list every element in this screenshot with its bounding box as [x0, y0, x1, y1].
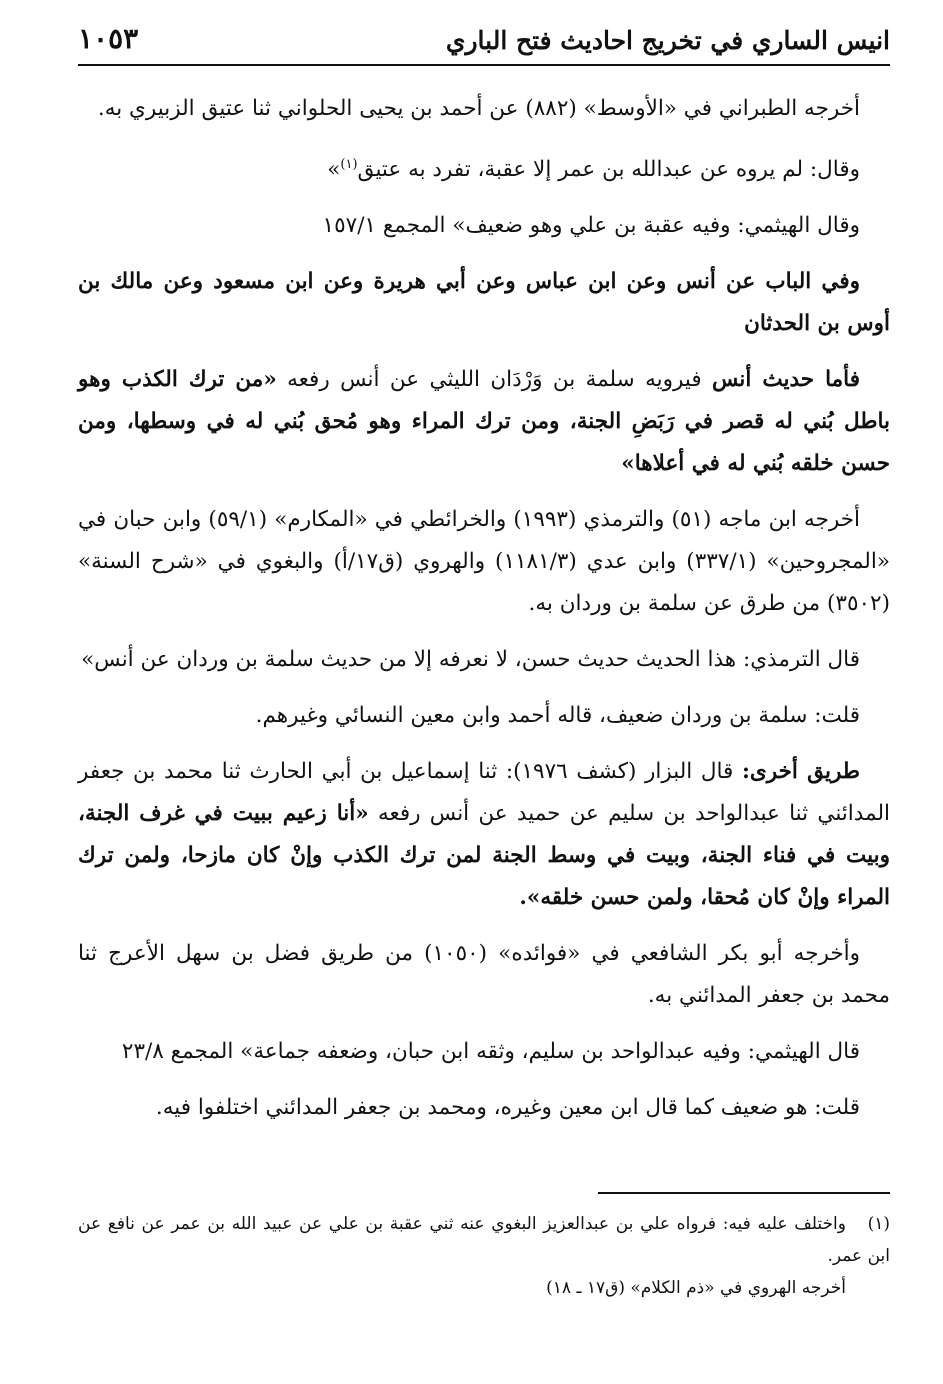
hadith-quote: «أنا زعيم ببيت في غرف الجنة، وبيت في فناء الجنة، وبيت في وسط الجنة لمن ترك الكذب وإنْ كان مازحا، ولمن ترك المراء وإنْ كان مُحقا، ولمن حسن خلقه». [78, 801, 890, 911]
closing-quote: » [327, 157, 341, 183]
paragraph-text: أخرجه الطبراني في «الأوسط» (٨٨٢) عن أحمد بن يحيى الحلواني ثنا عتيق الزبيري به. [97, 96, 860, 121]
paragraph-text: وقال: لم يروه عن عبدالله بن عمر إلا عقبة، تفرد به عتيق [357, 157, 860, 183]
footnote-marker[interactable]: (١) [340, 157, 358, 172]
paragraph-text: وفي الباب عن أنس وعن ابن عباس وعن أبي هريرة وعن ابن مسعود وعن مالك بن أوس بن الحدثان [78, 269, 890, 337]
paragraph [78, 205, 890, 247]
paragraph-lead: طريق أخرى: [741, 759, 860, 785]
paragraph [78, 751, 890, 919]
paragraph-text: قلت: سلمة بن وردان ضعيف، قاله أحمد وابن معين النسائي وغيرهم. [255, 703, 860, 729]
paragraph-text: فيرويه سلمة بن وَرْدَان الليثي عن أنس رفعه [276, 367, 712, 393]
paragraph [78, 695, 890, 737]
page-number: ١٠٥٣ [78, 22, 139, 55]
paragraph-text: قال الترمذي: هذا الحديث حديث حسن، لا نعرفه إلا من حديث سلمة بن وردان عن أنس» [81, 647, 860, 673]
book-page [78, 18, 890, 1358]
book-title: انيس الساري في تخريج احاديث فتح الباري [445, 26, 890, 55]
paragraph [78, 359, 890, 485]
paragraph-text: وأخرجه أبو بكر الشافعي في «فوائده» (١٠٥٠) من طريق فضل بن سهل الأعرج ثنا محمد بن جعفر المدائني به. [78, 941, 890, 1009]
footnote [78, 1208, 890, 1272]
paragraph [78, 88, 890, 130]
paragraph [78, 144, 890, 191]
footnote-text: أخرجه الهروي في «ذم الكلام» (ق١٧ ـ ١٨) [546, 1278, 846, 1298]
running-header [78, 18, 890, 66]
footnote-divider [598, 1192, 890, 1194]
footnote [78, 1272, 890, 1304]
paragraph-text: قلت: هو ضعيف كما قال ابن معين وغيره، ومحمد بن جعفر المدائني اختلفوا فيه. [155, 1095, 860, 1121]
paragraph [78, 639, 890, 681]
paragraph [78, 1031, 890, 1073]
footnotes [78, 1192, 890, 1304]
footnote-number: (١) [867, 1214, 890, 1234]
footnote-text: واختلف عليه فيه: فرواه علي بن عبدالعزيز البغوي عنه ثني عقبة بن علي عن عبيد الله بن عمر عن نافع عن ابن عمر. [78, 1214, 890, 1266]
paragraph-text: أخرجه ابن ماجه (٥١) والترمذي (١٩٩٣) والخرائطي في «المكارم» (٥٩/١) وابن حبان في «المجروحين» (٣٣٧/١) وابن عدي (١١٨١/٣) والهروي (ق١٧/أ) والبغوي في «شرح السنة» (٣٥٠٢) من طرق عن سلمة بن وردان به. [78, 507, 890, 617]
section-heading-paragraph [78, 261, 890, 345]
main-text [78, 88, 890, 1129]
paragraph-text: قال البزار (كشف ١٩٧٦): ثنا إسماعيل بن أبي الحارث ثنا محمد بن جعفر المدائني ثنا عبدالواحد بن سليم عن حميد عن أنس رفعه [78, 759, 890, 827]
paragraph [78, 499, 890, 625]
paragraph [78, 1087, 890, 1129]
paragraph-text: وقال الهيثمي: وفيه عقبة بن علي وهو ضعيف» المجمع ١٥٧/١ [322, 213, 860, 239]
paragraph-lead: فأما حديث أنس [712, 367, 861, 393]
paragraph [78, 933, 890, 1017]
paragraph-text: قال الهيثمي: وفيه عبدالواحد بن سليم، وثقه ابن حبان، وضعفه جماعة» المجمع ٢٣/٨ [121, 1039, 860, 1065]
hadith-quote: «من ترك الكذب وهو باطل بُني له قصر في رَبَضِ الجنة، ومن ترك المراء وهو مُحق بُني له في وسطها، ومن حسن خلقه بُني له في أعلاها» [78, 367, 890, 477]
